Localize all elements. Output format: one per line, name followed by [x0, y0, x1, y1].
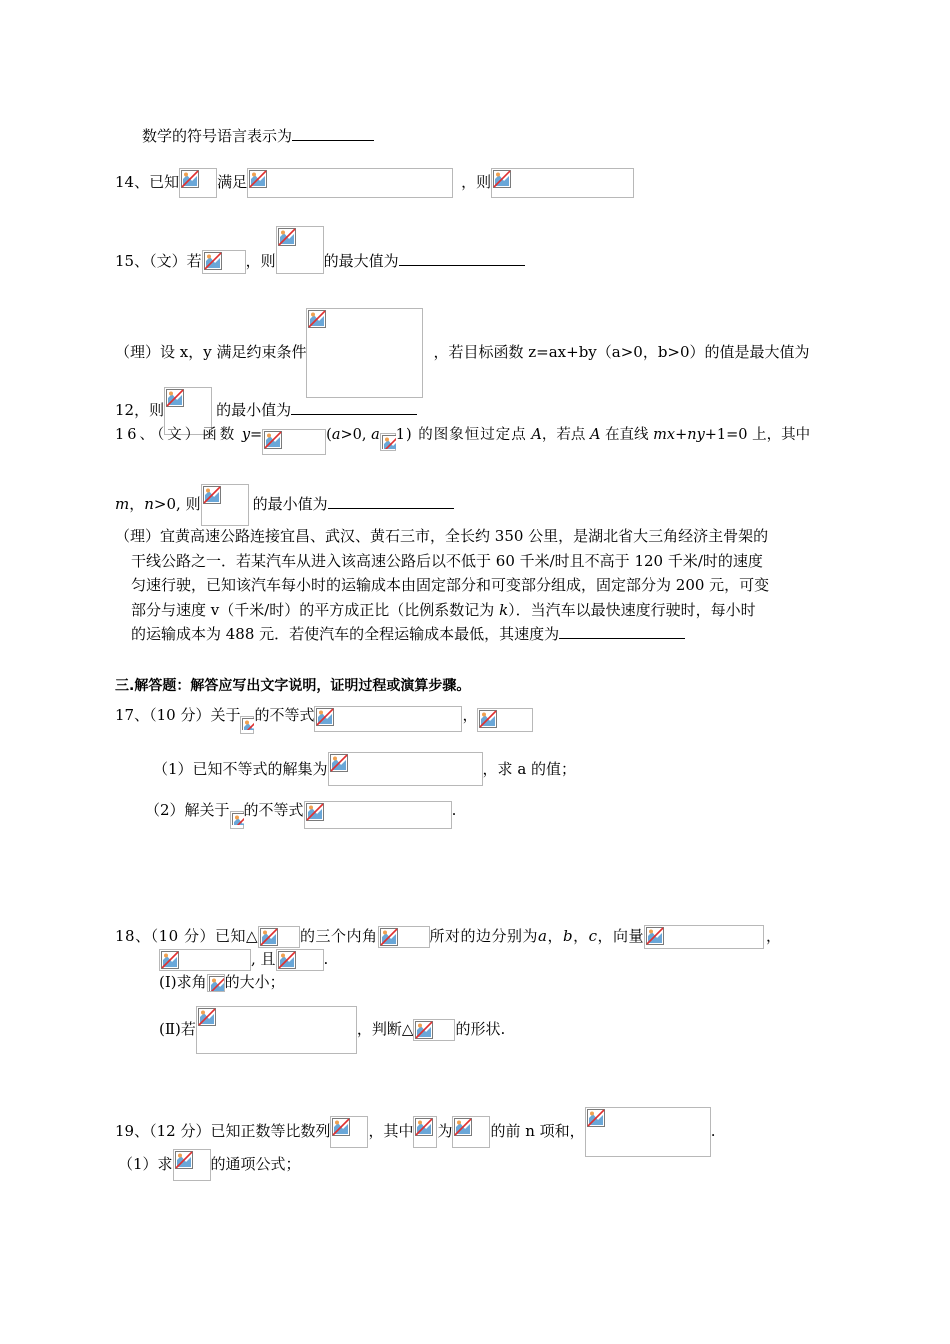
q15-li-text: 的最小值为	[216, 401, 292, 419]
formula-image	[276, 226, 324, 274]
question-15-li	[115, 308, 810, 398]
q18-text: ，	[547, 927, 563, 945]
broken-image-icon	[330, 754, 348, 772]
q16-li-text: 干线公路之一．若某汽车从进入该高速公路后以不低于 60 千米/时且不高于 120 千米/时的速度	[131, 552, 763, 570]
broken-image-icon	[175, 1151, 193, 1169]
broken-image-icon	[166, 389, 184, 407]
broken-image-icon	[454, 1118, 472, 1136]
q15-li-text: 12，则	[115, 401, 165, 419]
question-17	[115, 705, 533, 734]
q16-li-text: 匀速行驶，已知该汽车每小时的运输成本由固定部分和可变部分组成，固定部分为 200 元，可变	[131, 576, 770, 594]
broken-image-icon	[209, 976, 224, 991]
formula-image	[452, 1116, 490, 1148]
constraint-image	[306, 308, 423, 398]
q16-li-line3	[131, 573, 769, 598]
q19-1-text: 的通项公式；	[210, 1155, 301, 1173]
q18-text: 的三个内角	[299, 927, 378, 945]
q18-2-text: 的形状.	[455, 1020, 506, 1038]
broken-image-icon	[278, 951, 296, 969]
q17-2-text: 的不等式	[243, 801, 304, 819]
formula-image	[262, 429, 326, 455]
var-k: k	[499, 601, 509, 619]
var-n: n	[144, 495, 154, 513]
broken-image-icon	[493, 170, 511, 188]
broken-image-icon	[382, 435, 396, 449]
answer-blank[interactable]	[399, 251, 525, 266]
broken-image-icon	[316, 708, 334, 726]
answer-blank[interactable]	[291, 400, 417, 415]
formula-image	[644, 925, 764, 949]
q16-li-text: 的运输成本为 488 元．若使汽车的全程运输成本最低，其速度为	[131, 625, 560, 643]
q15-label: 15、（文）若	[115, 252, 202, 270]
q15-text: 的最大值为	[323, 252, 399, 270]
q15-li-text: ，若目标函数 z=ax+by（a>0，b>0）的值是最大值为	[433, 343, 810, 361]
formula-image	[328, 752, 483, 786]
broken-image-icon	[587, 1109, 605, 1127]
formula-image	[380, 433, 396, 451]
formula-image	[173, 1149, 211, 1181]
formula-image	[202, 250, 246, 274]
formula-image	[196, 1006, 357, 1054]
broken-image-icon	[249, 170, 267, 188]
formula-image	[207, 974, 225, 992]
q17-label: 17、（10 分）关于	[115, 706, 241, 724]
broken-image-icon	[232, 813, 244, 825]
q16-li-line2	[131, 549, 763, 574]
q18-2-text: ，判断△	[356, 1020, 414, 1038]
q15-text: ，则	[245, 252, 276, 270]
q16-text: 的最小值为	[252, 495, 328, 513]
broken-image-icon	[203, 486, 221, 504]
formula-image	[585, 1107, 711, 1157]
formula-image	[201, 484, 249, 526]
q17-2-text: （2）解关于	[145, 801, 230, 819]
q18-text: , 且	[251, 950, 276, 968]
q18-text: ，	[766, 927, 782, 945]
formula-image	[276, 949, 324, 971]
q18-text: 所对的边分别为	[429, 927, 539, 945]
q19-label: 19、（12 分）已知正数等比数列	[115, 1122, 331, 1140]
answer-blank[interactable]	[292, 126, 374, 141]
formula-image	[413, 1019, 455, 1041]
q18-1-text: 的大小；	[224, 973, 285, 991]
question-14	[115, 168, 634, 198]
q16-text: 1) 的图象恒过定点	[395, 427, 527, 443]
q16-li-text: （理）宜黄高速公路连接宜昌、武汉、黄石三市，全长约 350 公里，是湖北省大三角经济主骨架的	[115, 527, 769, 545]
q17-text: ，	[462, 706, 478, 724]
q16-li-text: ）．当汽车以最快速度行驶时，每小时	[508, 601, 756, 619]
formula-image	[491, 168, 634, 198]
q16-li-line5	[131, 622, 685, 647]
formula-image	[378, 926, 430, 948]
formula-image	[477, 708, 533, 732]
broken-image-icon	[415, 1021, 433, 1039]
q19-text: 为	[437, 1122, 453, 1140]
var-a: a	[371, 427, 380, 443]
broken-image-icon	[242, 718, 254, 730]
q18-1-text: (Ⅰ)求角	[159, 973, 207, 991]
q16-li-text: 部分与速度 v（千米/时）的平方成正比（比例系数记为	[131, 601, 500, 619]
q16-text: >0,	[340, 427, 367, 443]
broken-image-icon	[306, 803, 324, 821]
q14-text: 满足	[217, 173, 248, 191]
q18-text: .	[323, 950, 329, 968]
q16-text: +	[675, 427, 688, 443]
section-title: 三.解答题：解答应写出文字说明，证明过程或演算步骤。	[115, 678, 471, 694]
broken-image-icon	[161, 951, 179, 969]
q16-text: (	[326, 427, 332, 443]
formula-image	[159, 949, 251, 971]
question-18	[115, 925, 782, 949]
q19-1-text: （1）求	[118, 1155, 173, 1173]
q16-text: +1=0 上，其中	[704, 427, 811, 443]
broken-image-icon	[264, 431, 282, 449]
question-18-part1	[159, 972, 285, 992]
q19-text: .	[710, 1122, 716, 1140]
q13-text: 数学的符号语言表示为	[142, 127, 293, 145]
var-mx: mx	[653, 427, 676, 443]
var-A: A	[531, 427, 542, 443]
q16-li-line4	[131, 598, 756, 623]
broken-image-icon	[332, 1118, 350, 1136]
section-3-heading	[115, 676, 470, 696]
question-16-wen	[115, 425, 810, 455]
q16-text: =	[250, 427, 263, 443]
var-ny: ny	[687, 427, 705, 443]
q17-2-text: .	[451, 801, 457, 819]
formula-image	[230, 811, 244, 829]
var-c: c	[588, 927, 598, 945]
answer-blank[interactable]	[559, 624, 685, 639]
broken-image-icon	[198, 1008, 216, 1026]
q19-text: ，其中	[368, 1122, 414, 1140]
broken-image-icon	[479, 710, 497, 728]
q18-text: ，	[573, 927, 589, 945]
q17-1-text: （1）已知不等式的解集为	[153, 760, 328, 778]
formula-image	[240, 716, 254, 734]
q16-text: ，	[129, 495, 145, 513]
question-17-part2	[145, 800, 456, 829]
question-18-cont	[159, 949, 328, 971]
q17-text: 的不等式	[254, 706, 315, 724]
q18-2-text: (Ⅱ)若	[159, 1020, 196, 1038]
formula-image	[258, 926, 300, 948]
var-A: A	[589, 427, 601, 443]
q18-text: ，向量	[597, 927, 645, 945]
q15-li-text: （理）设 x，y 满足约束条件	[115, 343, 307, 361]
var-y: y	[241, 427, 251, 443]
q17-1-text: ，求 a 的值；	[482, 760, 577, 778]
q19-text: 的前 n 项和，	[490, 1122, 585, 1140]
var-a: a	[331, 427, 341, 443]
formula-image	[314, 706, 462, 732]
q16-label: 16、（文）函数	[115, 427, 238, 443]
formula-image	[330, 1116, 368, 1148]
broken-image-icon	[380, 928, 398, 946]
question-15-wen	[115, 226, 525, 274]
q14-label: 14、已知	[115, 173, 180, 191]
question-17-part1	[153, 752, 576, 786]
formula-image	[304, 801, 452, 829]
q16-li-line1	[115, 524, 768, 549]
broken-image-icon	[181, 170, 199, 188]
answer-blank[interactable]	[328, 494, 454, 509]
var-m: m	[115, 495, 130, 513]
var-a: a	[538, 927, 548, 945]
broken-image-icon	[278, 228, 296, 246]
formula-image	[413, 1116, 437, 1148]
var-b: b	[562, 927, 574, 945]
broken-image-icon	[204, 252, 222, 270]
broken-image-icon	[415, 1118, 433, 1136]
broken-image-icon	[260, 928, 278, 946]
q16-text: >0, 则	[153, 495, 201, 513]
question-16-wen-cont	[115, 484, 454, 526]
question-18-part2	[159, 1006, 505, 1054]
broken-image-icon	[646, 927, 664, 945]
q16-text: ，若点	[541, 427, 586, 443]
question-19-part1	[118, 1149, 301, 1181]
q18-label: 18、（10 分）已知△	[115, 927, 258, 945]
formula-image	[179, 168, 217, 198]
q13-continuation-line	[142, 126, 374, 146]
formula-image	[247, 168, 453, 198]
q14-text: ，则	[461, 173, 492, 191]
q16-text: 在直线	[605, 427, 649, 443]
broken-image-icon	[308, 310, 326, 328]
